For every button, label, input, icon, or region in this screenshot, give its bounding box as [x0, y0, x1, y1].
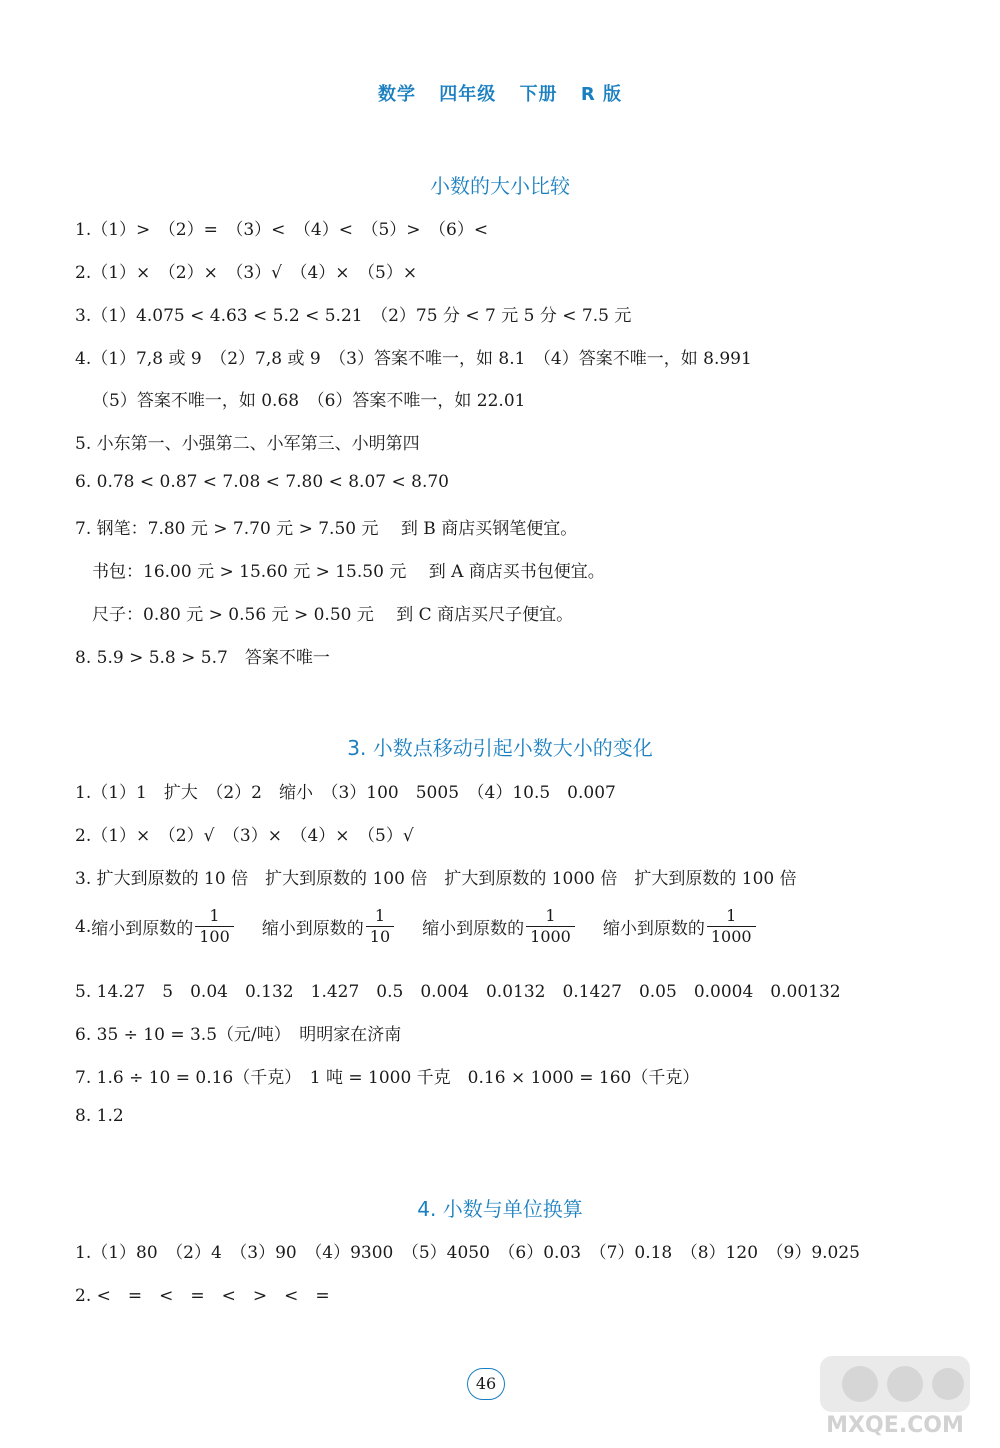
fraction-line-prefix: 4.	[75, 916, 92, 937]
fraction-answer	[603, 908, 756, 945]
header-subject: 数学	[378, 84, 416, 105]
fraction-numerator: 1	[209, 906, 220, 925]
fraction-answer	[262, 908, 394, 945]
section-title-1: 小数的大小比较	[430, 174, 570, 198]
answer-line: 书包：16.00 元 > 15.60 元 > 15.50 元 到 A 商店买书包便宜。	[92, 562, 605, 582]
fraction-denominator: 10	[366, 926, 394, 945]
header-volume: 下册	[519, 84, 558, 105]
fraction-text: 缩小到原数的	[91, 919, 194, 939]
answer-line: 3.（1）4.075 < 4.63 < 5.2 < 5.21 （2）75 分 < 7 元 5 分 < 7.5 元	[75, 306, 632, 326]
answer-line: 7. 钢笔：7.80 元 > 7.70 元 > 7.50 元 到 B 商店买钢笔便宜。	[75, 519, 578, 539]
fraction-answer-line	[75, 908, 784, 945]
answer-line: 尺子：0.80 元 > 0.56 元 > 0.50 元 到 C 商店买尺子便宜。	[92, 605, 574, 625]
fraction-denominator: 1000	[526, 926, 575, 945]
answer-line: 2.（1）× （2）√ （3）× （4）× （5）√	[75, 826, 414, 846]
answer-line: 6. 35 ÷ 10 = 3.5（元/吨） 明明家在济南	[75, 1025, 402, 1045]
answer-line: 8. 5.9 > 5.8 > 5.7 答案不唯一	[75, 648, 330, 668]
fraction-numerator: 1	[545, 906, 556, 925]
fraction-text: 缩小到原数的	[422, 919, 525, 939]
fraction-answer	[422, 908, 575, 945]
answer-line: 4.（1）7,8 或 9 （2）7,8 或 9 （3）答案不唯一，如 8.1 （4）答案不唯一，如 8.991	[75, 349, 752, 369]
header-grade: 四年级	[439, 84, 497, 105]
watermark-text: MXQE.COM	[826, 1413, 964, 1438]
fraction	[526, 908, 575, 945]
answer-line: 1.（1）80 （2）4 （3）90 （4）9300 （5）4050 （6）0.03 （7）0.18 （8）120 （9）9.025	[75, 1243, 860, 1263]
fraction	[366, 908, 394, 945]
answer-line: 3. 扩大到原数的 10 倍 扩大到原数的 100 倍 扩大到原数的 1000 倍 扩大到原数的 100 倍	[75, 869, 797, 889]
answer-line: 5. 小东第一、小强第二、小军第三、小明第四	[75, 434, 420, 454]
fraction-numerator: 1	[726, 906, 737, 925]
fraction	[195, 908, 234, 945]
fraction-text: 缩小到原数的	[602, 919, 705, 939]
fraction	[707, 908, 756, 945]
page-header	[0, 80, 1000, 106]
answer-line: （5）答案不唯一，如 0.68 （6）答案不唯一，如 22.01	[92, 391, 526, 411]
answer-line: 6. 0.78 < 0.87 < 7.08 < 7.80 < 8.07 < 8.70	[75, 472, 449, 492]
answer-line: 2. < = < = < > < =	[75, 1286, 330, 1306]
answer-line: 8. 1.2	[75, 1106, 124, 1126]
answer-line: 2.（1）× （2）× （3）√ （4）× （5）×	[75, 263, 418, 283]
header-edition: R 版	[580, 84, 622, 105]
answer-line: 1.（1）> （2）= （3）< （4）< （5）> （6）<	[75, 220, 489, 240]
page-number: 46	[467, 1368, 505, 1400]
answer-line: 5. 14.27 5 0.04 0.132 1.427 0.5 0.004 0.0132 0.1427 0.05 0.0004 0.00132	[75, 982, 841, 1002]
fraction-numerator: 1	[374, 906, 386, 925]
watermark-logo	[800, 1350, 990, 1440]
fraction-denominator: 100	[195, 926, 234, 945]
answer-line: 7. 1.6 ÷ 10 = 0.16（千克） 1 吨 = 1000 千克 0.16 × 1000 = 160（千克）	[75, 1068, 700, 1088]
section-title-3: 4. 小数与单位换算	[417, 1197, 583, 1221]
fraction-denominator: 1000	[707, 926, 756, 945]
fraction-answer	[91, 908, 234, 945]
fraction-text: 缩小到原数的	[261, 919, 364, 939]
answer-line: 1.（1）1 扩大 （2）2 缩小 （3）100 5005 （4）10.5 0.007	[75, 783, 616, 803]
section-title-2: 3. 小数点移动引起小数大小的变化	[347, 736, 653, 760]
